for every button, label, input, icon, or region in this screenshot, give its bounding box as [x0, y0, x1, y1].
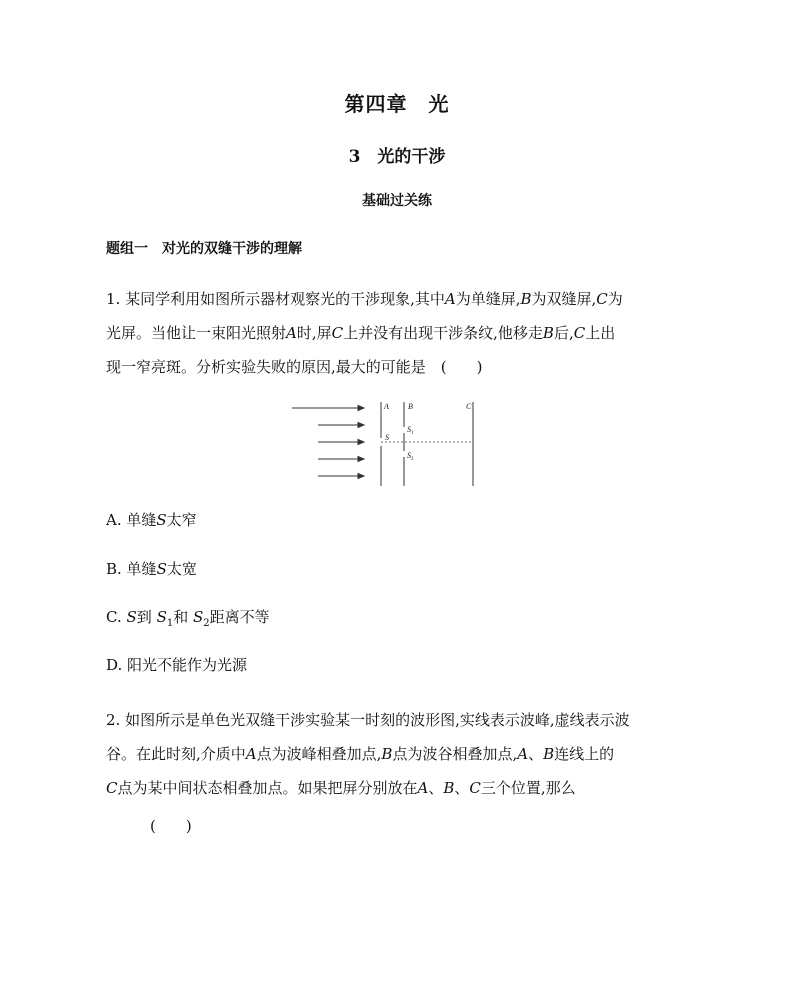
- arrow-head: [358, 423, 364, 428]
- arrow-head: [358, 406, 364, 411]
- label-s2: $S_2$: [407, 451, 414, 462]
- label-s1: $S_1$: [407, 425, 414, 436]
- question-2-line-3: C点为某中间状态相叠加点。如果把屏分别放在A、B、C三个位置,那么: [106, 779, 576, 797]
- section-title: 3 光的干涉: [348, 147, 446, 167]
- question-1-line-2: 光屏。当他让一束阳光照射A时,屏C上并没有出现干涉条纹,他移走B后,C上出: [106, 324, 616, 342]
- label-s: S: [385, 433, 389, 442]
- option-a[interactable]: A. 单缝S太窄: [106, 511, 197, 529]
- chapter-title: 第四章 光: [344, 92, 450, 116]
- double-slit-diagram: [288, 398, 478, 490]
- group-title: 题组一 对光的双缝干涉的理解: [106, 241, 302, 257]
- question-1: [106, 282, 696, 384]
- label-c: C: [466, 402, 472, 411]
- label-b: B: [408, 402, 413, 411]
- arrow-head: [358, 440, 364, 445]
- arrow-head: [358, 457, 364, 462]
- question-2-line-2: 谷。在此时刻,介质中A点为波峰相叠加点,B点为波谷相叠加点,A、B连线上的: [106, 745, 615, 763]
- option-d[interactable]: D. 阳光不能作为光源: [106, 656, 248, 674]
- subheading: 基础过关练: [362, 193, 432, 209]
- question-1-line-3: 现一窄亮斑。分析实验失败的原因,最大的可能是 ( ): [106, 358, 483, 376]
- option-b[interactable]: B. 单缝S太宽: [106, 560, 197, 578]
- answer-paren: ( ): [440, 358, 483, 376]
- question-1-line-1: 1. 某同学利用如图所示器材观察光的干涉现象,其中A为单缝屏,B为双缝屏,C为: [106, 290, 623, 308]
- question-2: [106, 703, 696, 805]
- arrow-head: [358, 474, 364, 479]
- question-2-line-1: 2. 如图所示是单色光双缝干涉实验某一时刻的波形图,实线表示波峰,虚线表示波: [106, 711, 630, 729]
- option-c[interactable]: C. S到 $S_1$和 $S_2$距离不等: [106, 608, 270, 629]
- label-a: A: [384, 402, 389, 411]
- answer-paren: ( ): [150, 817, 192, 835]
